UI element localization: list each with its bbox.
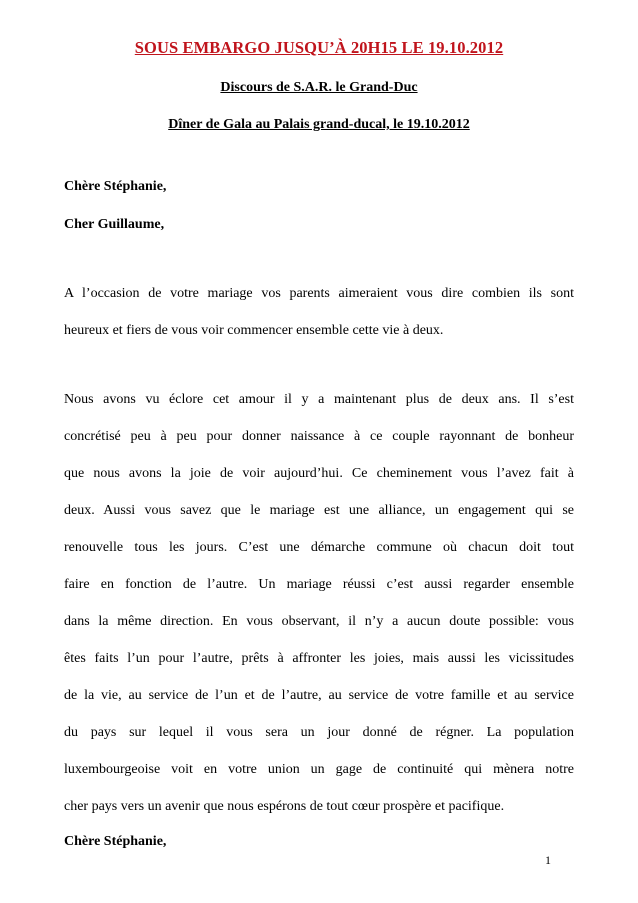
paragraph-line: cher pays vers un avenir que nous espérons de tout cœur prospère et pacifique. <box>64 799 505 814</box>
speech-title: Discours de S.A.R. le Grand-Duc <box>220 80 418 95</box>
paragraph-line: renouvelle tous les jours. C’est une démarche commune où chacun doit tout <box>64 540 574 555</box>
salutation-closing: Chère Stéphanie, <box>64 834 167 849</box>
event-title: Dîner de Gala au Palais grand-ducal, le 19.10.2012 <box>168 117 470 132</box>
paragraph-line: concrétisé peu à peu pour donner naissance à ce couple rayonnant de bonheur <box>64 429 574 444</box>
paragraph-line: dans la même direction. En vous observant, il n’y a aucun doute possible: vous <box>64 614 574 629</box>
paragraph-line: du pays sur lequel il vous sera un jour donné de régner. La population <box>64 725 574 740</box>
page-number: 1 <box>545 853 551 867</box>
paragraph-line: deux. Aussi vous savez que le mariage est une alliance, un engagement qui se <box>64 503 574 518</box>
paragraph-line: Nous avons vu éclore cet amour il y a maintenant plus de deux ans. Il s’est <box>64 392 574 407</box>
embargo-notice: SOUS EMBARGO JUSQU’À 20H15 LE 19.10.2012 <box>134 38 504 57</box>
paragraph-line: luxembourgeoise voit en votre union un gage de continuité qui mènera notre <box>64 762 574 777</box>
paragraph-line: que nous avons la joie de voir aujourd’hui. Ce cheminement vous l’avez fait à <box>64 466 574 481</box>
salutation-second: Cher Guillaume, <box>64 217 165 232</box>
paragraph-line: de la vie, au service de l’un et de l’autre, au service de votre famille et au service <box>64 688 574 703</box>
paragraph-line: heureux et fiers de vous voir commencer ensemble cette vie à deux. <box>64 323 444 338</box>
salutation-first: Chère Stéphanie, <box>64 179 167 194</box>
paragraph-line: êtes faits l’un pour l’autre, prêts à affronter les joies, mais aussi les vicissitudes <box>64 651 574 666</box>
paragraph-line: faire en fonction de l’autre. Un mariage réussi c’est aussi regarder ensemble <box>64 577 574 592</box>
paragraph-line: A l’occasion de votre mariage vos parents aimeraient vous dire combien ils sont <box>64 286 574 301</box>
